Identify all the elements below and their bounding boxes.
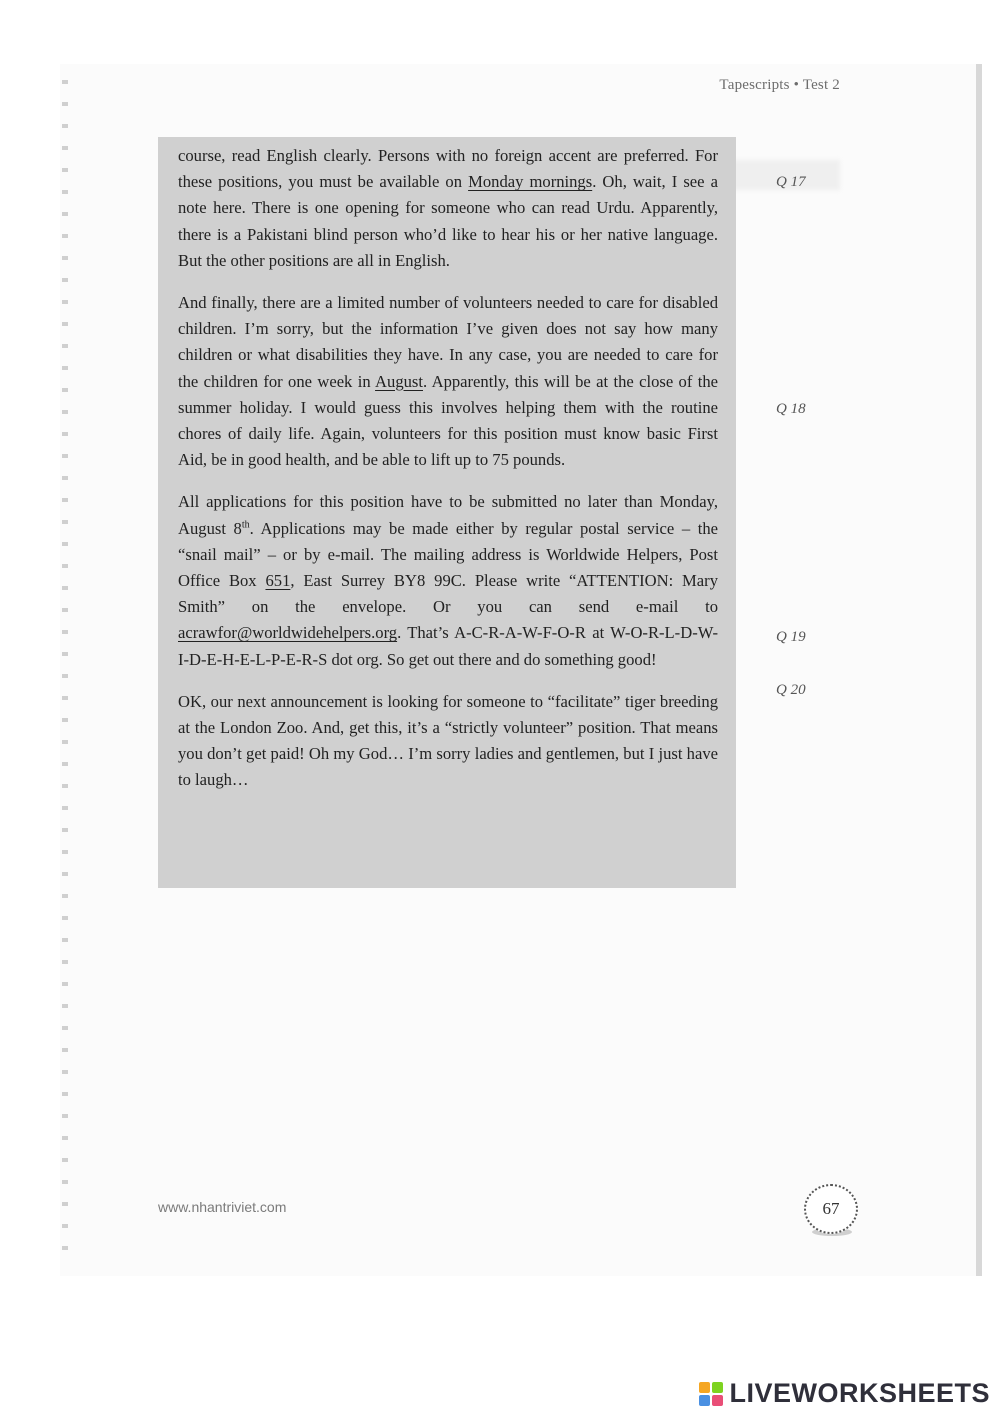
question-label-q20: Q 20 xyxy=(776,682,806,698)
answer-q18: August xyxy=(375,371,423,391)
answer-q17: Monday mornings xyxy=(468,172,593,192)
question-label-q17: Q 17 xyxy=(776,174,806,190)
answer-q19: 651 xyxy=(265,571,291,591)
publisher-url: www.nhantriviet.com xyxy=(158,1199,287,1215)
brand-name: LIVEWORKSHEETS xyxy=(729,1378,990,1408)
binding-perforation xyxy=(62,80,68,1260)
answer-q20: acrawfor@worldwidehelpers.org xyxy=(178,623,398,643)
paragraph-1: course, read English clearly. Persons with no foreign accent are preferred. For these positions, you must be available on Monday mornings. Oh, wait, I see a note here. There is one opening for someone who can read Urdu. Apparently, there is a Pakistani blind person who’d like to hear his or her native language. But the other positions are all in English. xyxy=(178,146,718,270)
page-number-badge: 67 xyxy=(804,1184,858,1234)
page-edge xyxy=(976,64,982,1276)
paragraph-4: OK, our next announcement is looking for someone to “facilitate” tiger breeding at the London Zoo. And, get this, it’s a “strictly volunteer” position. That means you don’t get paid! Oh my God… I’m sorry ladies and gentlemen, but I just have to laugh… xyxy=(178,691,718,790)
running-head: Tapescripts • Test 2 xyxy=(719,77,840,93)
question-label-q19: Q 19 xyxy=(776,629,806,645)
transcript-text xyxy=(178,143,718,810)
question-label-q18: Q 18 xyxy=(776,401,806,417)
paragraph-2: And finally, there are a limited number of volunteers needed to care for disabled children. I’m sorry, but the information I’ve given does not say how many children or what disabilities they have. In any case, you are needed to care for the children for one week in August. Apparently, this will be at the close of the summer holiday. I would guess this involves helping them with the routine chores of daily life. Again, volunteers for this position must know basic First Aid, be in good health, and be able to lift up to 75 pounds. xyxy=(178,293,718,470)
paragraph-3: All applications for this position have to be submitted no later than Monday, August 8th. Applications may be made either by regular postal service – the “snail mail” – or by e-mail. The mailing address is Worldwide Helpers, Post Office Box 651, East Surrey BY8 99C. Please write “ATTENTION: Mary Smith” on the envelope. Or you can send e-mail to acrawfor@worldwidehelpers.org. That’s A-C-R-A-W-F-O-R at W-O-R-L-D-W-I-D-E-H-E-L-P-E-R-S dot org. So get out there and do something good! xyxy=(178,492,718,669)
liveworksheets-logo-icon xyxy=(699,1382,723,1406)
liveworksheets-brand xyxy=(699,1378,990,1409)
